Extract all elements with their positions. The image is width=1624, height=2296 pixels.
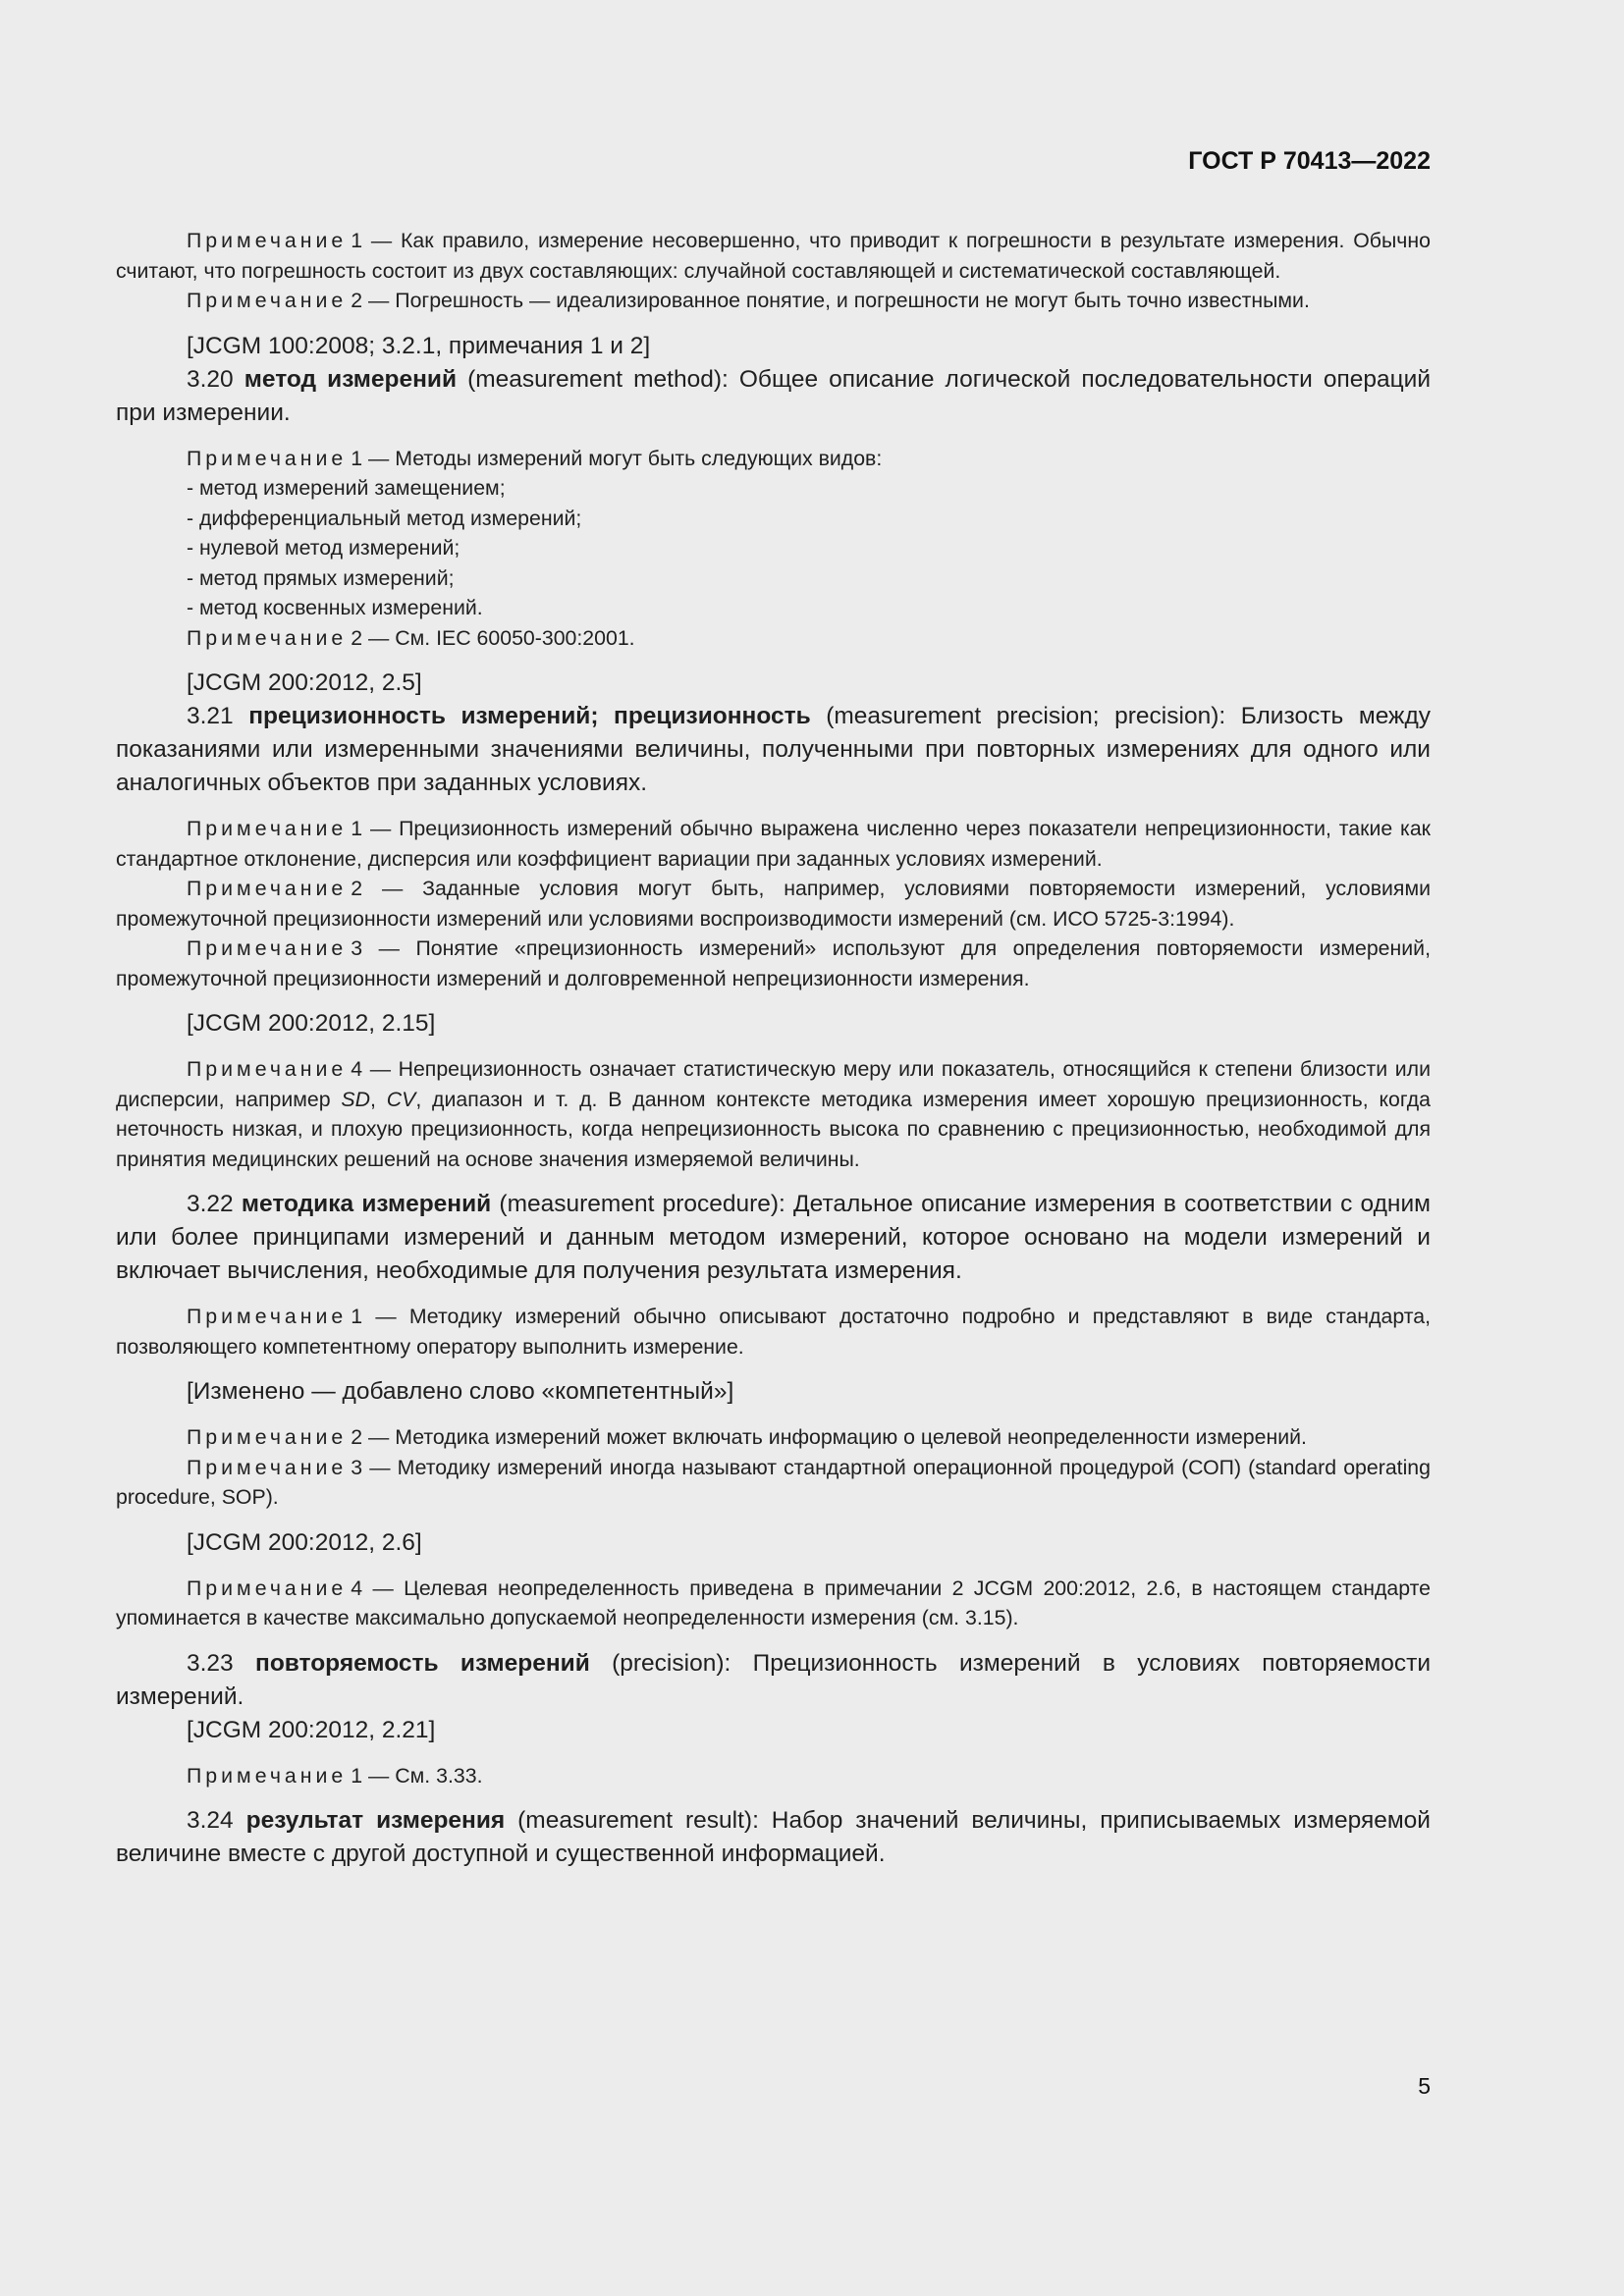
note-text: — Методы измерений могут быть следующих видов: <box>362 446 883 470</box>
note-label: Примечание <box>187 877 348 900</box>
note-paragraph <box>116 1422 1431 1453</box>
note-number: 3 <box>351 1455 363 1479</box>
note-paragraph <box>116 934 1431 993</box>
note-label: Примечание <box>187 936 348 960</box>
note-paragraph <box>116 1574 1431 1633</box>
note-label: Примечание <box>187 1455 348 1479</box>
note-label: Примечание <box>187 229 348 252</box>
term-name: прецизионность измерений; прецизионность <box>248 703 811 729</box>
note-paragraph <box>116 226 1431 286</box>
term-description: (measurement procedure): Детальное описание измерения в соответствии с одним или более принципами измерений и данным методом измерений, которое основано на модели измерений и включает вычисления, необходимые для получения результата измерения. <box>116 1191 1431 1284</box>
document-header: ГОСТ Р 70413—2022 <box>1188 147 1431 175</box>
change-note: [Изменено — добавлено слово «компетентный»] <box>187 1378 734 1405</box>
source-reference: [JCGM 200:2012, 2.5] <box>187 669 422 696</box>
term-name: методика измерений <box>241 1191 492 1217</box>
note-text: , диапазон и т. д. В данном контексте методика измерения имеет хорошую прецизионность, когда неточность низкая, и плохую прецизионность, когда непрецизионность высока по сравнению с прецизионностью, необходимой для принятия медицинских решений на основе значения измеряемой величины. <box>116 1087 1431 1171</box>
note-number: 4 <box>351 1575 363 1600</box>
note-text: — Методику измерений обычно описывают достаточно подробно и представляют в виде стандарта, позволяющего компетентному оператору выполнить измерение. <box>116 1305 1431 1359</box>
note-text: — Погрешность — идеализированное понятие, и погрешности не могут быть точно известными. <box>362 289 1310 312</box>
note-paragraph <box>116 286 1431 316</box>
note-text: — Заданные условия могут быть, например, условиями повторяемости измерений, условиями промежуточной прецизионности измерений или условиями воспроизводимости измерений (см. ИСО 5725-3:1994). <box>116 877 1431 931</box>
source-reference: [JCGM 100:2008; 3.2.1, примечания 1 и 2] <box>187 332 651 359</box>
term-number: 3.24 <box>187 1807 246 1834</box>
term-description: (measurement precision; precision): Близость между показаниями или измеренными значениями величины, полученными при повторных измерениях для одного или аналогичных объектов при заданных условиях. <box>116 703 1431 796</box>
note-text: — Прецизионность измерений обычно выражена численно через показатели непрецизионности, такие как стандартное отклонение, дисперсия или коэффициент вариации при заданных условиях измерений. <box>116 817 1431 871</box>
term-definition-3-23 <box>116 1647 1431 1714</box>
note-label: Примечание <box>187 625 348 650</box>
note-label: Примечание <box>187 1763 348 1788</box>
source-reference: [JCGM 200:2012, 2.15] <box>187 1010 436 1037</box>
term-definition-3-20 <box>116 363 1431 430</box>
note-number: 2 <box>351 625 363 650</box>
note-abbreviation: CV <box>386 1087 416 1111</box>
note-label: Примечание <box>187 1305 348 1328</box>
page-number: 5 <box>1418 2073 1431 2099</box>
term-name: повторяемость измерений <box>255 1649 590 1677</box>
note-text: — Методику измерений иногда называют стандартной операционной процедурой (СОП) (standard operating procedure, SOP). <box>116 1455 1431 1509</box>
list-item: - нулевой метод измерений; <box>187 536 460 560</box>
term-number: 3.20 <box>187 365 244 393</box>
note-number: 4 <box>351 1057 363 1081</box>
note-number: 1 <box>351 817 363 840</box>
note-label: Примечание <box>187 1057 348 1081</box>
list-item: - метод прямых измерений; <box>187 565 455 590</box>
note-paragraph <box>116 444 1431 474</box>
note-text: , <box>369 1087 387 1111</box>
note-label: Примечание <box>187 289 348 312</box>
term-definition-3-21 <box>116 700 1431 800</box>
note-text: — Как правило, измерение несовершенно, что приводит к погрешности в результате измерения. Обычно считают, что погрешность состоит из двух составляющих: случайной составляющей и систематической составляющей. <box>116 229 1431 283</box>
note-number: 1 <box>351 446 363 470</box>
list-item: - дифференциальный метод измерений; <box>187 506 582 530</box>
note-paragraph <box>116 1302 1431 1362</box>
note-number: 1 <box>351 229 363 252</box>
note-label: Примечание <box>187 817 348 840</box>
term-definition-3-24 <box>116 1804 1431 1871</box>
term-number: 3.21 <box>187 703 249 729</box>
source-reference: [JCGM 200:2012, 2.6] <box>187 1528 422 1556</box>
list-item: - метод косвенных измерений. <box>187 596 483 619</box>
note-paragraph <box>116 1054 1431 1174</box>
note-label: Примечание <box>187 1575 348 1600</box>
note-number: 1 <box>351 1763 363 1788</box>
note-label: Примечание <box>187 446 348 470</box>
term-number: 3.22 <box>187 1191 242 1217</box>
note-number: 3 <box>351 936 363 960</box>
note-number: 2 <box>351 289 363 312</box>
source-reference: [JCGM 200:2012, 2.21] <box>187 1716 436 1743</box>
note-text: — Непрецизионность означает статистическую меру или показатель, относящийся к степени близости или дисперсии, например <box>116 1057 1431 1111</box>
note-paragraph <box>116 623 1431 654</box>
note-text: — См. IEC 60050-300:2001. <box>362 625 635 650</box>
note-text: — Целевая неопределенность приведена в примечании 2 JCGM 200:2012, 2.6, в настоящем стандарте упоминается в качестве максимально допускаемой неопределенности измерения (см. 3.15). <box>116 1575 1431 1629</box>
term-description: (measurement method): Общее описание логической последовательности операций при измерении. <box>116 365 1432 426</box>
term-name: метод измерений <box>244 365 458 393</box>
note-abbreviation: SD <box>341 1087 370 1111</box>
note-paragraph <box>116 814 1431 874</box>
note-number: 2 <box>351 1425 363 1449</box>
term-description: (precision): Прецизионность измерений в условиях повторяемости измерений. <box>116 1649 1431 1710</box>
note-paragraph <box>116 874 1431 934</box>
note-number: 2 <box>351 877 363 900</box>
term-number: 3.23 <box>187 1649 256 1677</box>
term-name: результат измерения <box>245 1807 506 1834</box>
note-paragraph <box>116 1453 1431 1513</box>
term-description: (measurement result): Набор значений величины, приписываемых измеряемой величине вместе с другой доступной и существенной информацией. <box>116 1807 1431 1867</box>
note-text: — Методика измерений может включать информацию о целевой неопределенности измерений. <box>362 1425 1307 1449</box>
term-definition-3-22 <box>116 1188 1431 1288</box>
note-text: — Понятие «прецизионность измерений» используют для определения повторяемости измерений, промежуточной прецизионности измерений и долговременной непрецизионности измерения. <box>116 936 1431 990</box>
note-paragraph <box>116 1761 1431 1791</box>
list-item: - метод измерений замещением; <box>187 476 506 500</box>
document-body <box>116 226 1431 1871</box>
note-number: 1 <box>351 1305 363 1328</box>
note-label: Примечание <box>187 1425 348 1449</box>
note-text: — См. 3.33. <box>362 1763 483 1788</box>
